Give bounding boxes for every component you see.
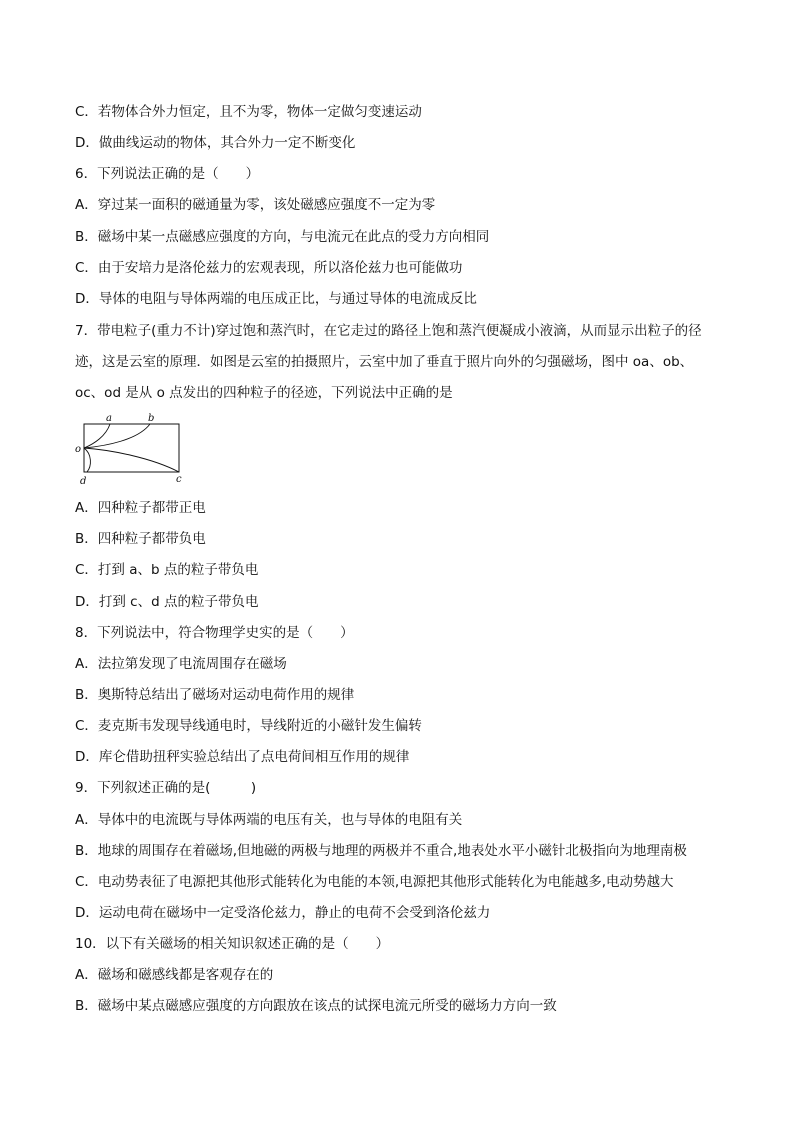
q6-option-a: A．穿过某一面积的磁通量为零，该处磁感应强度不一定为零	[75, 197, 436, 213]
q9-option-b: B．地球的周围存在着磁场,但地磁的两极与地理的两极并不重合,地表处水平小磁针北极指向为地理南极	[75, 843, 687, 859]
q6-stem: 6．下列说法正确的是（ ）	[75, 166, 260, 182]
q8-stem: 8．下列说法中，符合物理学史实的是（ ）	[75, 625, 354, 641]
track-oa	[84, 424, 110, 448]
q7-option-c: C．打到 a、b 点的粒子带负电	[75, 562, 259, 578]
track-ob	[84, 424, 150, 448]
chamber-frame	[84, 424, 179, 472]
q7-option-a: A．四种粒子都带正电	[75, 500, 206, 516]
q9-option-d: D．运动电荷在磁场中一定受洛伦兹力，静止的电荷不会受到洛伦兹力	[75, 905, 491, 921]
q7-stem-line2: 迹，这是云室的原理．如图是云室的拍摄照片，云室中加了垂直于照片向外的匀强磁场，图中 oa、ob、	[75, 354, 694, 370]
q7-option-b: B．四种粒子都带负电	[75, 531, 206, 547]
q6-option-d: D．导体的电阻与导体两端的电压成正比，与通过导体的电流成反比	[75, 291, 477, 307]
q10-option-b: B．磁场中某点磁感应强度的方向跟放在该点的试探电流元所受的磁场力方向一致	[75, 998, 557, 1014]
q10-stem: 10．以下有关磁场的相关知识叙述正确的是（ ）	[75, 936, 390, 952]
label-b: b	[148, 413, 155, 424]
q5-option-d: D．做曲线运动的物体，其合外力一定不断变化	[75, 135, 356, 151]
cloud-chamber-figure	[72, 412, 192, 490]
q7-stem-line1: 7．带电粒子(重力不计)穿过饱和蒸汽时，在它走过的路径上饱和蒸汽便凝成小液滴，从而显示出粒子的径	[75, 323, 702, 339]
label-o: o	[75, 444, 82, 455]
label-d: d	[80, 476, 87, 487]
label-c: c	[176, 474, 182, 485]
label-a: a	[106, 413, 112, 424]
q8-option-d: D．库仑借助扭秤实验总结出了点电荷间相互作用的规律	[75, 749, 410, 765]
q8-option-c: C．麦克斯韦发现导线通电时，导线附近的小磁针发生偏转	[75, 718, 422, 734]
q5-option-c: C．若物体合外力恒定，且不为零，物体一定做匀变速运动	[75, 104, 422, 120]
q9-option-a: A．导体中的电流既与导体两端的电压有关，也与导体的电阻有关	[75, 812, 463, 828]
q8-option-b: B．奥斯特总结出了磁场对运动电荷作用的规律	[75, 687, 355, 703]
q7-option-d: D．打到 c、d 点的粒子带负电	[75, 594, 259, 610]
track-od	[84, 448, 90, 472]
q7-stem-line3: oc、od 是从 o 点发出的四种粒子的径迹，下列说法中正确的是	[75, 385, 453, 401]
q9-option-c: C．电动势表征了电源把其他形式能转化为电能的本领,电源把其他形式能转化为电能越多,电动势越大	[75, 874, 674, 890]
q10-option-a: A．磁场和磁感线都是客观存在的	[75, 967, 274, 983]
q6-option-c: C．由于安培力是洛伦兹力的宏观表现，所以洛伦兹力也可能做功	[75, 260, 463, 276]
q8-option-a: A．法拉第发现了电流周围存在磁场	[75, 656, 287, 672]
track-oc	[84, 448, 179, 472]
q9-stem: 9．下列叙述正确的是( )	[75, 780, 257, 796]
q6-option-b: B．磁场中某一点磁感应强度的方向，与电流元在此点的受力方向相同	[75, 229, 490, 245]
